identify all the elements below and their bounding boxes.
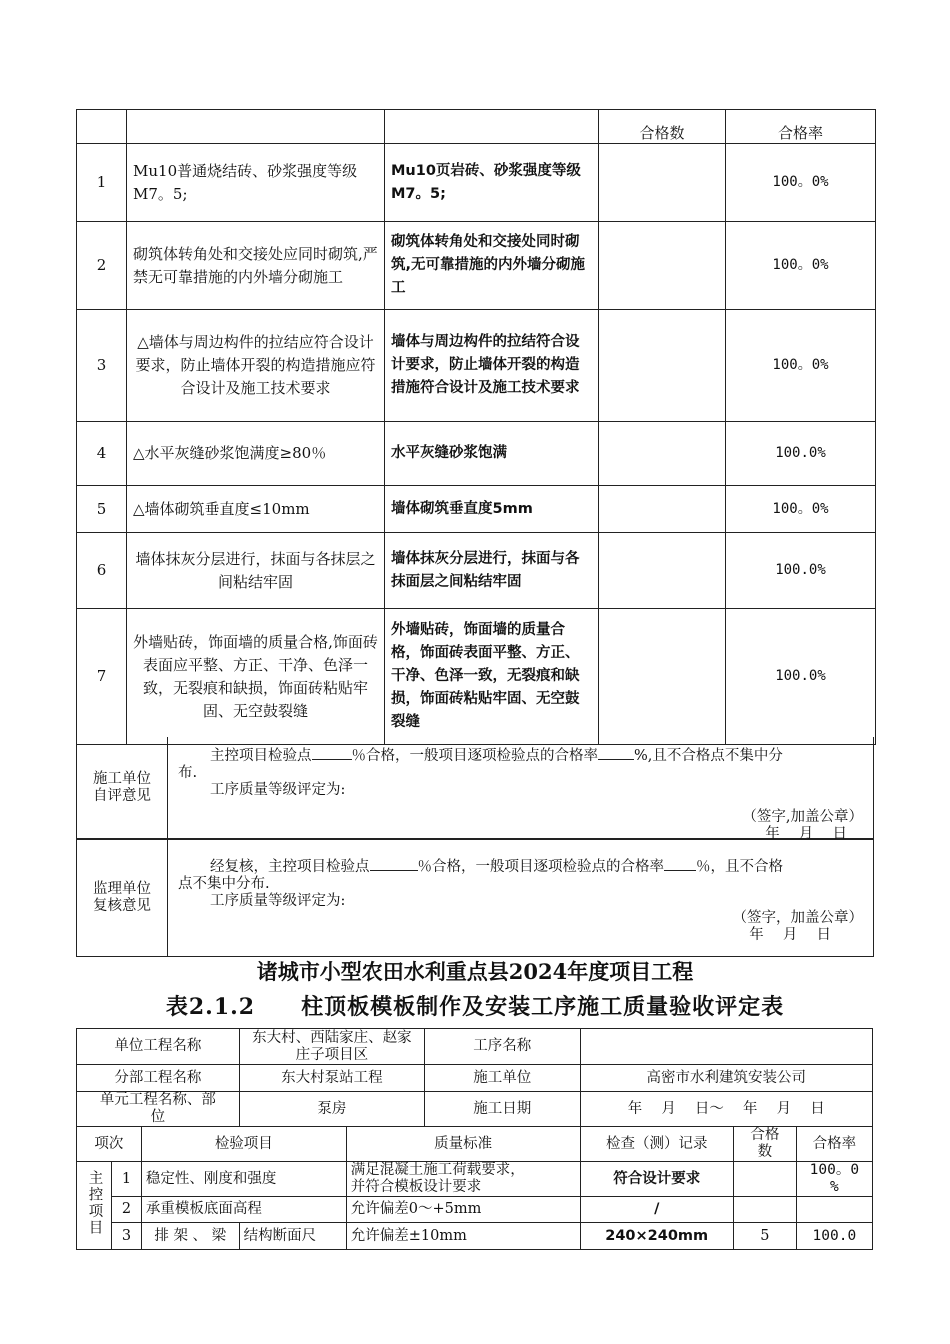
count-header: 合格 数 <box>733 1127 796 1162</box>
quality-standard: △墙体砌筑垂直度≤10mm <box>127 486 385 533</box>
qualified-rate-header: 合格率 <box>726 110 876 144</box>
standard-header: 质量标准 <box>346 1127 580 1162</box>
supervision-opinion-block: 监理单位 复核意见 经复核，主控项目检验点 ％合格，一般项目逐项检验点的合格率 ％，且不合格 点不集中分布. 工序质量等级评定为: （签字，加盖公章） 年 月 日 <box>76 839 874 957</box>
quality-standard: Mu10普通烧结砖、砂浆强度等级M7。5; <box>127 144 385 222</box>
form-title: 表2.1.2 柱顶板模板制作及安装工序施工质量验收评定表 <box>165 994 785 1020</box>
qualified-count <box>599 222 726 310</box>
quality-standard: 允许偏差0～+5mm <box>346 1197 580 1223</box>
inspection-record: / <box>580 1197 733 1223</box>
inspection-record: 符合设计要求 <box>580 1162 733 1197</box>
qualified-count-header: 合格数 <box>599 110 726 144</box>
element-value: 泵房 <box>239 1092 424 1127</box>
qualified-rate: 100.0% <box>726 533 876 609</box>
process-name-label: 工序名称 <box>425 1029 580 1065</box>
qualified-rate: 100。0 % <box>796 1162 872 1197</box>
table-row <box>77 1162 873 1197</box>
inspection-record: 墙体与周边构件的拉结符合设计要求，防止墙体开裂的构造措施符合设计及施工技术要求 <box>385 310 599 422</box>
row-number: 4 <box>77 422 127 486</box>
date-label: 施工日期 <box>425 1092 580 1127</box>
qualified-count <box>733 1197 796 1223</box>
qualified-rate: 100.0 <box>796 1223 872 1250</box>
row-number: 5 <box>77 486 127 533</box>
table-row <box>77 222 876 310</box>
row-number: 2 <box>112 1197 142 1223</box>
qualified-count <box>599 310 726 422</box>
item-header: 检验项目 <box>141 1127 346 1162</box>
item-no-header: 项次 <box>77 1127 142 1162</box>
row-number: 7 <box>77 609 127 745</box>
construction-opinion-block: 施工单位 自评意见 主控项目检验点 ％合格，一般项目逐项检验点的合格率 %,且不合格点不集中分 布. 工序质量等级评定为: （签字,加盖公章） 年 月 日 <box>76 737 874 839</box>
date-line: 年 月 日 <box>749 927 831 943</box>
table-row <box>77 609 876 745</box>
main-items-group: 主控项目 <box>77 1162 112 1250</box>
unit-project-label: 单位工程名称 <box>77 1029 240 1065</box>
signature-note: （签字，加盖公章） <box>732 910 863 926</box>
table-row <box>77 1197 873 1223</box>
qualified-count <box>733 1162 796 1197</box>
qualified-rate: 100。0% <box>726 486 876 533</box>
qualified-rate <box>796 1197 872 1223</box>
blank-fill-line <box>312 745 352 760</box>
blank-fill-line <box>598 745 634 760</box>
table-row <box>77 144 876 222</box>
row-number: 2 <box>77 222 127 310</box>
construction-date-value: 年 月 日～ 年 月 日 <box>580 1092 873 1127</box>
date-line: 年 月 日 <box>765 826 847 842</box>
table-header-row <box>77 1127 873 1162</box>
qualified-rate: 100.0% <box>726 422 876 486</box>
row-number: 1 <box>77 144 127 222</box>
table-row <box>77 1223 873 1250</box>
inspection-item-category: 排 架 、 梁 <box>141 1223 239 1250</box>
inspection-record: Mu10页岩砖、砂浆强度等级M7。5; <box>385 144 599 222</box>
row-number: 1 <box>112 1162 142 1197</box>
supervision-opinion-label: 监理单位 复核意见 <box>77 840 168 956</box>
inspection-item: 稳定性、刚度和强度 <box>141 1162 346 1197</box>
qualified-rate: 100.0% <box>726 609 876 745</box>
table-row <box>77 533 876 609</box>
inspection-record: 砌筑体转角处和交接处同时砌筑,无可靠措施的内外墙分砌施工 <box>385 222 599 310</box>
qualified-count <box>599 144 726 222</box>
inspection-record: 水平灰缝砂浆饱满 <box>385 422 599 486</box>
inspection-item: 承重模板底面高程 <box>141 1197 346 1223</box>
quality-standard: △墙体与周边构件的拉结应符合设计要求，防止墙体开裂的构造措施应符合设计及施工技术要求 <box>127 310 385 422</box>
row-number: 6 <box>77 533 127 609</box>
division-label: 分部工程名称 <box>77 1065 240 1092</box>
row-number: 3 <box>77 310 127 422</box>
blank-fill-line <box>370 856 418 871</box>
qualified-rate: 100。0% <box>726 310 876 422</box>
element-label: 单元工程名称、部 位 <box>77 1092 240 1127</box>
formwork-evaluation-table <box>76 1028 873 1250</box>
construction-opinion-label: 施工单位 自评意见 <box>77 737 168 838</box>
contractor-value: 高密市水利建筑安装公司 <box>580 1065 873 1092</box>
row-number: 3 <box>112 1223 142 1250</box>
signature-note: （签字,加盖公章） <box>742 809 863 825</box>
inspection-record: 240×240mm <box>580 1223 733 1250</box>
unit-project-value: 东大村、西陆家庄、赵家 庄子项目区 <box>239 1029 424 1065</box>
inspection-record: 外墙贴砖，饰面墙的质量合格，饰面砖表面平整、方正、干净、色泽一致，无裂痕和缺损，饰面砖粘贴牢固、无空鼓裂缝 <box>385 609 599 745</box>
qualified-rate: 100。0% <box>726 144 876 222</box>
quality-standard: 墙体抹灰分层进行，抹面与各抹层之间粘结牢固 <box>127 533 385 609</box>
inspection-item: 结构断面尺 <box>239 1223 346 1250</box>
record-header: 检查（测）记录 <box>580 1127 733 1162</box>
table-row <box>77 422 876 486</box>
quality-standard: 满足混凝土施工荷载要求， 并符合模板设计要求 <box>346 1162 580 1197</box>
table-header-row <box>77 110 876 144</box>
masonry-inspection-table <box>76 109 876 745</box>
qualified-count <box>599 422 726 486</box>
qualified-count: 5 <box>733 1223 796 1250</box>
quality-standard: 外墙贴砖，饰面墙的质量合格,饰面砖表面应平整、方正、干净、色泽一致，无裂痕和缺损，饰面砖粘贴牢固、无空鼓裂缝 <box>127 609 385 745</box>
table-row <box>77 486 876 533</box>
process-name-value <box>580 1029 873 1065</box>
qualified-rate: 100。0% <box>726 222 876 310</box>
project-title: 诸城市小型农田水利重点县2024年度项目工程 <box>256 959 694 984</box>
inspection-record: 墙体砌筑垂直度5mm <box>385 486 599 533</box>
qualified-count <box>599 486 726 533</box>
quality-standard: 砌筑体转角处和交接处应同时砌筑,严禁无可靠措施的内外墙分砌施工 <box>127 222 385 310</box>
table-row <box>77 310 876 422</box>
qualified-count <box>599 609 726 745</box>
quality-standard: 允许偏差±10mm <box>346 1223 580 1250</box>
blank-fill-line <box>664 856 696 871</box>
rate-header: 合格率 <box>796 1127 872 1162</box>
division-value: 东大村泵站工程 <box>239 1065 424 1092</box>
quality-standard: △水平灰缝砂浆饱满度≥80％ <box>127 422 385 486</box>
qualified-count <box>599 533 726 609</box>
inspection-record: 墙体抹灰分层进行，抹面与各抹面层之间粘结牢固 <box>385 533 599 609</box>
contractor-label: 施工单位 <box>425 1065 580 1092</box>
